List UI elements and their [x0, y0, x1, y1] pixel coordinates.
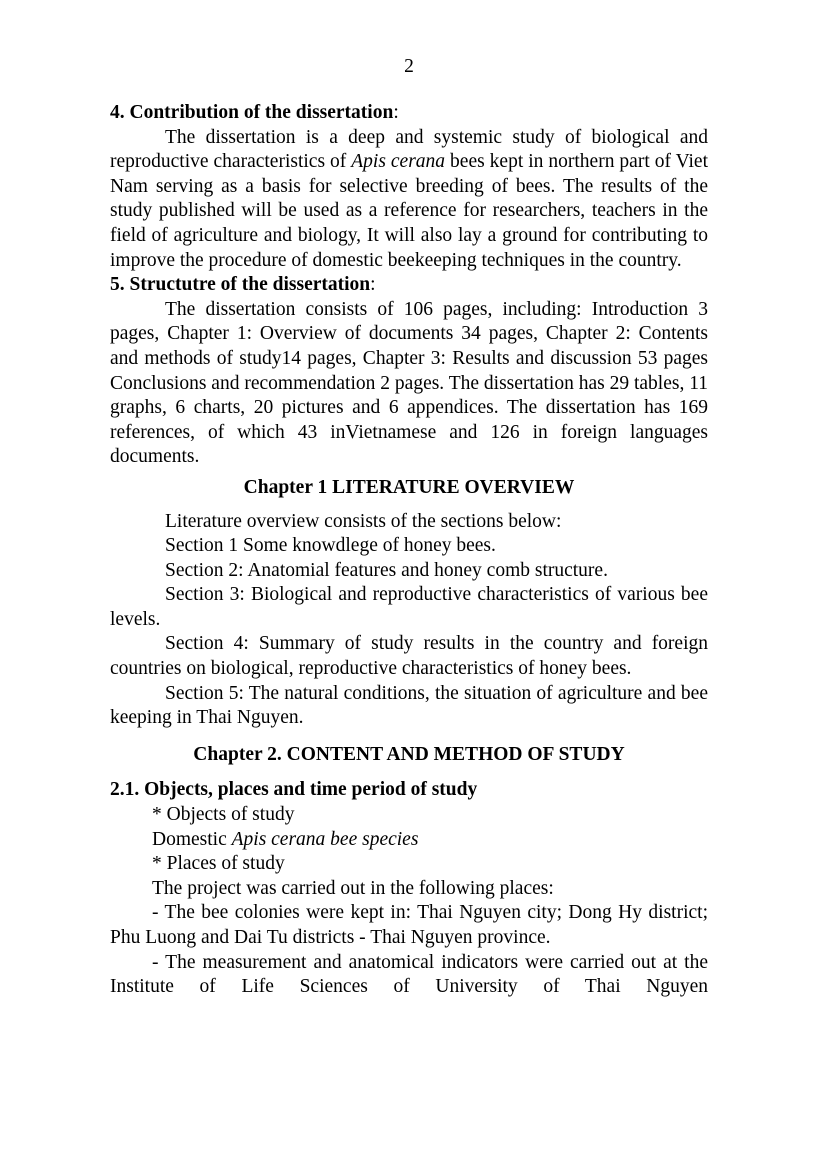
section-5-heading — [110, 273, 708, 298]
chapter-1-intro: Literature overview consists of the sections below: — [165, 510, 562, 532]
chapter-1-title: Chapter 1 LITERATURE OVERVIEW — [243, 476, 575, 498]
subsection-2-1-heading — [110, 778, 708, 803]
chapter-1-section-2: Section 2: Anatomial features and honey comb structure. — [165, 559, 608, 581]
page-number: 2 — [404, 56, 414, 77]
chapter-1-section-1: Section 1 Some knowdlege of honey bees. — [165, 535, 496, 557]
document-page — [110, 55, 708, 1000]
chapter-1-section-5: Section 5: The natural conditions, the situation of agriculture and bee keeping in Thai Nguyen. — [110, 682, 708, 729]
places-item-1: - The bee colonies were kept in: Thai Nguyen city; Dong Hy district; Phu Luong and Dai Tu districts - Thai Nguyen province. — [110, 902, 708, 948]
places-label: * Places of study — [152, 853, 285, 875]
section-4-paragraph — [110, 126, 708, 274]
objects-line — [110, 828, 708, 853]
chapter-2-title: Chapter 2. CONTENT AND METHOD OF STUDY — [193, 743, 625, 765]
section-5-heading-colon: : — [370, 274, 376, 296]
places-item-2: - The measurement and anatomical indicators were carried out at the Institute of Life Sciences of University of Thai Nguyen — [110, 951, 708, 998]
chapter-1-section-3: Section 3: Biological and reproductive characteristics of various bee levels. — [110, 584, 708, 630]
section-4-text-b: bees kept in northern part of Viet Nam serving as a basis for selective breeding of bees. The results of the study published will be used as a reference for researchers, teachers in the field of agriculture and biology, It will also lay a ground for contributing to improve the procedure of domestic beekeeping techniques in the country. — [110, 151, 708, 271]
places-intro: The project was carried out in the following places: — [152, 877, 554, 899]
section-4-heading — [110, 101, 708, 126]
section-4-text-a: The dissertation is a deep and systemic study of biological and reproductive characteristics of — [110, 126, 708, 173]
objects-prefix: Domestic — [152, 828, 232, 850]
section-4-heading-colon: : — [393, 102, 399, 123]
section-4-heading-text: 4. Contribution of the dissertation — [110, 102, 394, 123]
subsection-2-1-heading-text: 2.1. Objects, places and time period of study — [110, 779, 478, 801]
objects-species-italic: Apis cerana bee species — [231, 828, 419, 850]
section-5-paragraph: The dissertation consists of 106 pages, including: Introduction 3 pages, Chapter 1: Overview of documents 34 pages, Chapter 2: Contents and methods of study14 pages, Chapter 3: Results and discussion 53 pages Conclusions and recommendation 2 pages. The dissertation has 29 tables, 11 graphs, 6 charts, 20 pictures and 6 appendices. The dissertation has 169 references, of which 43 inVietnamese and 126 in foreign languages documents. — [110, 298, 708, 468]
objects-label: * Objects of study — [152, 804, 295, 826]
section-5-heading-text: 5. Structutre of the dissertation — [110, 274, 371, 296]
chapter-1-section-4: Section 4: Summary of study results in the country and foreign countries on biological, reproductive characteristics of honey bees. — [110, 633, 708, 680]
species-name-italic: Apis cerana — [351, 151, 446, 173]
